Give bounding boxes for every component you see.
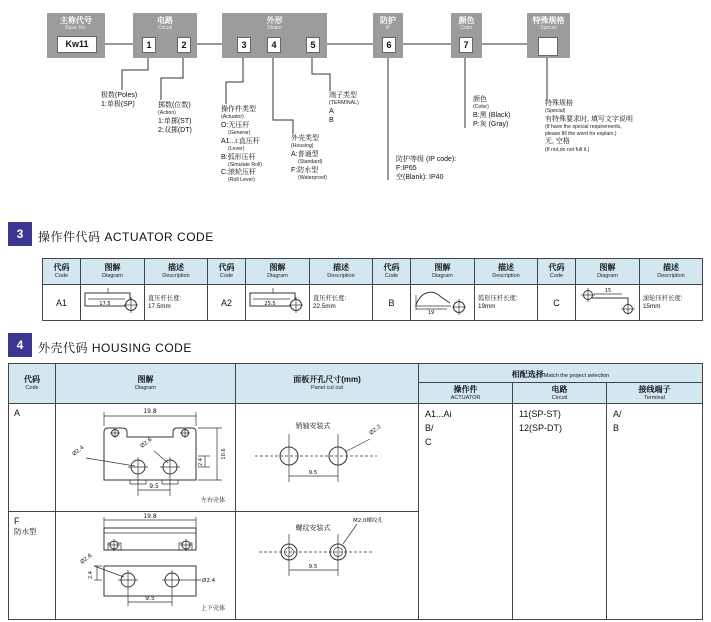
diagram-caption: 上下壳体 — [200, 605, 225, 612]
t3-header-desc: 描述 Description — [475, 259, 538, 285]
digit-7: 7 — [459, 37, 473, 53]
panel-cutout-a — [236, 404, 419, 512]
dim-label: Ø2.6 — [139, 436, 154, 450]
actuator-diagram-a1 — [81, 285, 145, 321]
t3-header-desc: 描述 Description — [640, 259, 703, 285]
digit-3: 3 — [237, 37, 251, 53]
dim-label: Ø2.6 — [79, 552, 94, 566]
basic-no-value: Kw11 — [57, 36, 97, 53]
dim-label: 19.8 — [142, 513, 157, 520]
housing-a-drawing — [58, 404, 234, 506]
t3-header-diagram: 图解 Diagram — [411, 259, 475, 285]
housing-diagram-a — [56, 404, 236, 512]
t4-header-panel: 面板开孔尺寸(mm) Panel cut out — [236, 364, 419, 404]
dim-label: 19.8 — [142, 408, 157, 415]
simulate-roll-diagram — [413, 285, 473, 315]
dim-label: 15 — [604, 288, 611, 294]
match-actuator-2: B/ — [425, 422, 434, 433]
match-terminal-cell — [607, 404, 703, 620]
match-circuit-cell — [513, 404, 607, 620]
dim-label: 10.6 — [220, 448, 227, 460]
actuator-code-c: C — [538, 285, 576, 321]
t3-header-code: 代码 Code — [538, 259, 576, 285]
housing-code-f: F 防水型 — [9, 512, 56, 620]
lever-diagram — [83, 285, 143, 315]
actuator-desc-c: 滚轮压杆长度: 15mm — [640, 285, 703, 321]
dim-label: 9.5 — [308, 564, 318, 570]
box-special-subtitle: Special — [540, 25, 557, 31]
match-actuator-cell — [419, 404, 513, 620]
dim-label: 9.5 — [148, 483, 159, 490]
housing-code-a: A — [9, 404, 56, 512]
cutout-label: 销轴安装式 — [295, 422, 331, 430]
ordering-code-diagram — [0, 0, 711, 215]
note-terminal-type: 端子类型 (TERMINAL) A B — [329, 92, 359, 124]
box-basic-title: 主称代号 — [60, 16, 92, 25]
match-actuator-3: C — [425, 436, 432, 447]
dim-label: 25.5 — [263, 301, 276, 307]
panel-cutout-f-drawing — [237, 512, 417, 612]
lever-diagram — [248, 285, 308, 315]
t4-header-circuit: 电路 Circuit — [513, 383, 607, 404]
digit-1: 1 — [142, 37, 156, 53]
t4-header-actuator: 操作件 ACTUATOR — [419, 383, 513, 404]
box-circuit-subtitle: Circuit — [157, 25, 173, 31]
digit-6: 6 — [382, 37, 396, 53]
digit-5: 5 — [306, 37, 320, 53]
panel-cutout-a-drawing — [237, 404, 417, 506]
roll-lever-diagram — [578, 285, 638, 315]
actuator-desc-a1: 直压杆长度: 17.5mm — [145, 285, 208, 321]
actuator-diagram-c — [576, 285, 640, 321]
t3-header-desc: 描述 Description — [310, 259, 373, 285]
box-special-title: 特殊规格 — [532, 16, 565, 25]
dim-label: 9.5 — [308, 470, 318, 476]
actuator-row — [43, 285, 703, 321]
section4-title: 外壳代码 HOUSING CODE — [38, 341, 192, 355]
digit-4: 4 — [267, 37, 281, 53]
box-color-subtitle: Color — [460, 25, 473, 31]
actuator-desc-b: 弧形压杆长度: 19mm — [475, 285, 538, 321]
special-blank-box — [538, 37, 558, 56]
t3-header-code: 代码 Code — [43, 259, 81, 285]
panel-cutout-f — [236, 512, 419, 620]
t3-header-code: 代码 Code — [208, 259, 246, 285]
t3-header-diagram: 图解 Diagram — [246, 259, 310, 285]
note-action: 掷数(位数) (Action) 1:单掷(ST) 2:双掷(DT) — [158, 102, 192, 134]
housing-diagram-f — [56, 512, 236, 620]
actuator-diagram-a2 — [246, 285, 310, 321]
note-poles: 极数(Poles) 1:单极(SP) — [101, 92, 138, 109]
match-circuit-2: 12(SP-DT) — [519, 422, 563, 433]
match-terminal-2: B — [613, 422, 620, 433]
box-ip-title: 防护 — [380, 16, 396, 25]
section3-number: 3 — [8, 222, 32, 246]
box-shape-title: 外形 — [266, 16, 283, 25]
box-basic-subtitle: Basic No. — [65, 25, 87, 31]
dim-label: 2.4 — [87, 571, 94, 579]
dim-label: 9.5 — [144, 595, 155, 602]
box-circuit-title: 电路 — [157, 16, 173, 25]
actuator-desc-a2: 直压杆长度: 22.5mm — [310, 285, 373, 321]
t3-header-diagram: 图解 Diagram — [81, 259, 145, 285]
actuator-diagram-b — [411, 285, 475, 321]
dim-label: Ø2.4 — [201, 578, 215, 584]
box-shape-subtitle: Shape — [267, 25, 282, 31]
actuator-code-a1: A1 — [43, 285, 81, 321]
digit-2: 2 — [177, 37, 191, 53]
t4-header-match: 相配选择Match the project selection — [419, 364, 703, 383]
match-circuit-1: 11(SP-ST) — [519, 409, 561, 419]
housing-code-table — [8, 363, 703, 620]
note-color: 颜色 (Color) B:黑 (Black) P:灰 (Gray) — [473, 96, 511, 128]
dim-label: Ø2.4 — [71, 444, 86, 458]
diagram-caption: 左右壳体 — [200, 497, 225, 504]
housing-code-f-sub: 防水型 — [14, 527, 37, 537]
note-special: 特殊规格 (Special) 有特殊要求时, 填写文字说明 (If have the special requirements, please fill the word for explain.) 无, 空格 (If not,do not full it.) — [545, 100, 633, 153]
match-actuator-1: A1...Ai — [425, 409, 452, 419]
t3-header-desc: 描述 Description — [145, 259, 208, 285]
housing-row-a — [9, 404, 703, 512]
actuator-code-b: B — [373, 285, 411, 321]
box-color-title: 颜色 — [458, 16, 475, 25]
note-ip-rating: 防护等级 (IP code): F:IP65 空(Blank): IP40 — [396, 156, 457, 182]
housing-f-drawing — [58, 512, 234, 614]
match-terminal-1: A/ — [613, 409, 622, 419]
dim-label: Ø2.2 — [368, 423, 383, 437]
t4-header-code: 代码 Code — [9, 364, 56, 404]
t3-header-diagram: 图解 Diagram — [576, 259, 640, 285]
note-actuator-type: 操作件类型 (Actuator) O:无压杆 (Generar) A1...i:直压杆 (Lever) B:弧形压杆 (Simulate Roll) C:滚轮压杆 (Roll Lever) — [221, 106, 263, 184]
dim-label: 17.5 — [98, 301, 111, 307]
box-ip-subtitle: IP — [385, 25, 391, 31]
actuator-code-table — [42, 258, 703, 321]
section4-number: 4 — [8, 333, 32, 357]
t4-header-terminal: 接线端子 Terminal — [607, 383, 703, 404]
dim-label: 2.4 — [197, 458, 204, 466]
actuator-code-a2: A2 — [208, 285, 246, 321]
cutout-label: 螺纹安装式 — [295, 524, 331, 532]
t4-header-diagram: 图解 Diagram — [56, 364, 236, 404]
dim-label: M2.0螺纹孔 — [353, 518, 383, 524]
note-housing-type: 外壳类型 (Housing) A:普通型 (Standard) F:防水型 (Waterproof) — [291, 135, 327, 181]
section3-title: 操作件代码 ACTUATOR CODE — [38, 230, 214, 244]
t3-header-code: 代码 Code — [373, 259, 411, 285]
dim-label: 19 — [427, 310, 434, 315]
